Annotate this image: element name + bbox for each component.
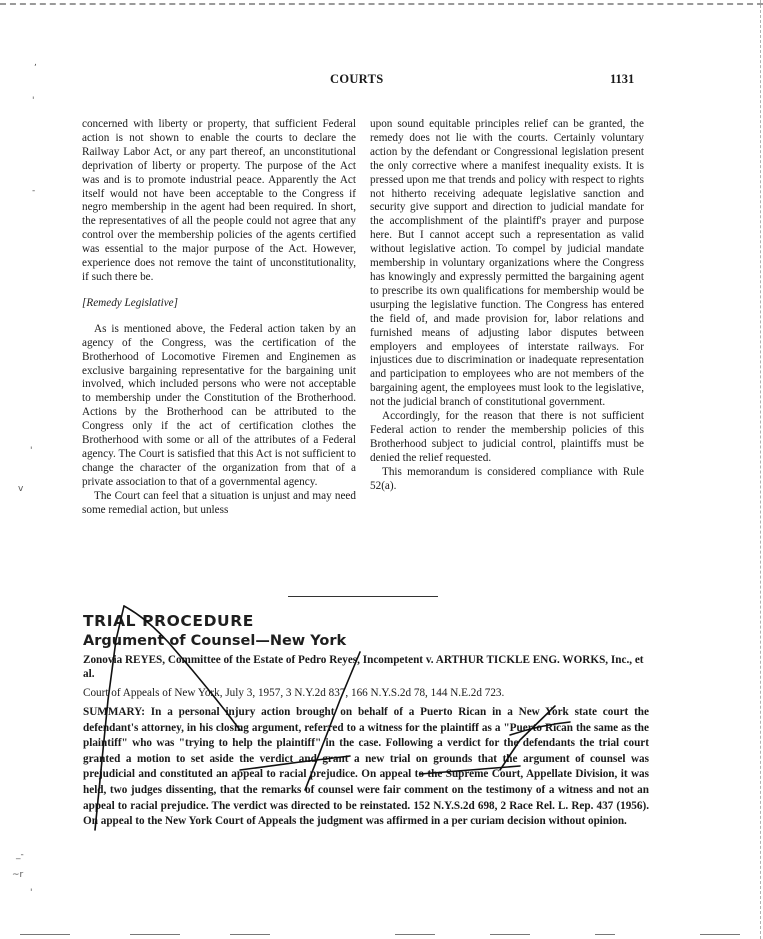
- case-summary: [83, 705, 649, 830]
- page-header: [0, 72, 763, 92]
- subheading-remedy-legislative: [Remedy Legislative]: [82, 296, 179, 309]
- scan-speck: v: [18, 484, 24, 494]
- right-paragraph-1: upon sound equitable principles relief can be granted, the remedy does not lie with the courts. Certainly voluntary action by the defendant or Congressional legislation present the only corrective where a manifest inequality exists. It is pressed upon me that trends and policy with respect to rights not hitherto receiving adequate legislative sanction and security give support and direction to judicial mandate for the accomplishment of the plaintiff's prayer and purpose here. But I cannot accept such a representation as valid without legislative action. To compel by judicial mandate membership in voluntary organizations where the Congress has knowingly and expressly permitted the bargaining agent to prescribe its own qualifications for membership would be usurping the legislative function. The Congress has entered the field of, and made provision for, labor relations and furnished means of adjusting labor disputes between employers and employees of interstate railways. For injustices due to discrimination or inadequate representation and participation to employees who are not members of the bargaining agent, the employees must look to the legislative, not the judicial branch of constitutional government.: [370, 118, 644, 409]
- right-paragraph-2: Accordingly, for the reason that there is not sufficient Federal action to render the membership policies of this Brotherhood subject to judicial control, plaintiffs must be denied the relief requested.: [370, 410, 644, 464]
- scan-speck: ': [32, 96, 35, 106]
- scan-line: [20, 934, 70, 935]
- summary-text: In a personal injury action brought on behalf of a Puerto Rican in a New York state court the defendant's attorney, in his closing argument, referred to a witness for the plaintiff as a "Puerto Rican the same as the plaintiff" who was "trying to help the plaintiff" in the case. Following a verdict for the defendants the trial court granted a motion to set aside the verdict and grant a new trial on grounds that the argument of counsel was prejudicial and constituted an appeal to racial prejudice. On appeal to the Supreme Court, Appellate Division, it was held, two judges dissenting, that the remarks of counsel were fair comment on the testimony of a witness and not an appeal to racial prejudice. The verdict was directed to be reinstated. 152 N.Y.S.2d 698, 2 Race Rel. L. Rep. 437 (1956). On appeal to the New York Court of Appeals the judgment was affirmed in a per curiam decision without opinion.: [83, 706, 649, 828]
- scan-speck: ': [30, 446, 33, 456]
- case-citation: Court of Appeals of New York, July 3, 1957, 3 N.Y.2d 837, 166 N.Y.S.2d 78, 144 N.E.2d 723.: [83, 687, 505, 699]
- right-column: [370, 118, 644, 493]
- scan-line: [490, 934, 530, 935]
- scan-speck: ~r: [12, 870, 24, 880]
- left-column: [82, 118, 356, 517]
- scan-line: [230, 934, 270, 935]
- section-subtitle: Argument of Counsel—New York: [83, 633, 347, 649]
- left-paragraph-1: concerned with liberty or property, that sufficient Federal action is not shown to enable the courts to declare the Railway Labor Act, or any part thereof, an unconstitutional deprivation of liberty or property. The purpose of the Act was and is to promote industrial peace. Apparently the Act itself would not have been acceptable to the Congress if negro membership in the agent had been required. In short, the representatives of all the people could not agree that any control over the membership policies of the agents certified was essential to the major purpose of the Act. However, experience does not remove the taint of unconstitutionality, if such there be.: [82, 118, 356, 283]
- page-number: 1131: [610, 72, 635, 86]
- left-paragraph-2: As is mentioned above, the Federal action taken by an agency of the Congress, was the certification of the Brotherhood of Locomotive Firemen and Enginemen as exclusive bargaining representative for the bargaining unit involved, which included persons who were not acceptable to membership under the Constitution of the Brotherhood. Actions by the Brotherhood can be attributed to the Congress only if the act of certification clothes the Brotherhood with some or all of the attributes of a Federal agency. The Court is satisfied that this Act is not sufficient to change the character of the organization from that of a private association to that of a governmental agency.: [82, 322, 356, 488]
- scan-line: [395, 934, 435, 935]
- scan-border-right: [760, 0, 761, 939]
- scan-line: [130, 934, 180, 935]
- scan-speck: -: [32, 186, 36, 196]
- scan-speck: ,: [34, 58, 37, 68]
- summary-label: SUMMARY:: [83, 706, 145, 718]
- scan-speck: ': [30, 888, 33, 898]
- left-paragraph-3: The Court can feel that a situation is unjust and may need some remedial action, but unless: [82, 489, 356, 516]
- scan-border-top: [0, 3, 763, 5]
- case-caption: Zonovia REYES, Committee of the Estate of Pedro Reyes, Incompetent v. ARTHUR TICKLE ENG. WORKS, Inc., et al.: [83, 654, 644, 680]
- section-title: TRIAL PROCEDURE: [83, 612, 254, 630]
- running-head: COURTS: [330, 72, 384, 86]
- right-paragraph-3: This memorandum is considered compliance with Rule 52(a).: [370, 465, 644, 492]
- scan-line: [595, 934, 615, 935]
- section-divider: [288, 596, 438, 597]
- scan-line: [700, 934, 740, 935]
- scan-speck: _-: [16, 850, 24, 860]
